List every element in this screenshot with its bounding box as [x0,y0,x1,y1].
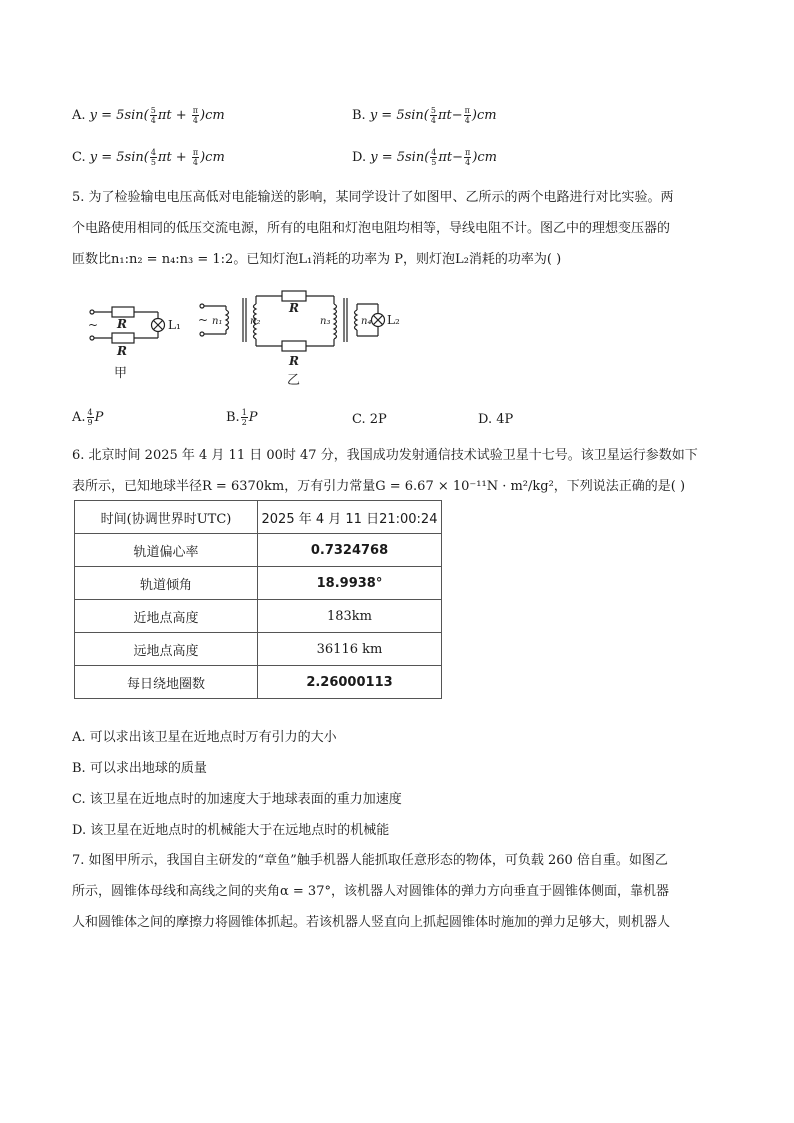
table-cell: 轨道倾角 [75,567,258,600]
yi-lamp-label: L₂ [387,313,400,327]
q5-option-c: C. 2P [352,412,387,427]
q6-option-c: C. 该卫星在近地点时的加速度大于地球表面的重力加速度 [72,792,402,807]
circuit-jia [90,307,165,343]
q5-option-d: D. 4P [478,412,514,427]
yi-r-bot: R [289,354,299,368]
q4-option-b: B. y = 5sin( $\frac{5}{4}$ πt− $\frac{\pi}{4}$ )cm [352,106,497,125]
q5-stem [72,182,722,275]
table-row [75,567,442,600]
q6-option-b: B. 可以求出地球的质量 [72,761,207,776]
jia-caption: 甲 [114,366,128,381]
q5-option-a: A. $\frac{4}{9}$ P [72,408,104,427]
yi-n3: n₃ [320,316,331,327]
jia-r-bot: R [117,344,127,358]
table-row [75,666,442,699]
q5-option-b: B. $\frac{1}{2}$ P [226,408,258,427]
table-cell: 18.9938° [258,567,442,600]
table-cell: 2025 年 4 月 11 日21:00:24 [258,501,442,534]
q4-option-d: D. y = 5sin( $\frac{4}{5}$ πt− $\frac{\pi}{4}$ )cm [352,148,497,167]
q4-option-a: A. y = 5sin( $\frac{5}{4}$ πt + $\frac{\pi}{4}$ )cm [72,106,225,125]
table-cell: 36116 km [258,633,442,666]
q7-line-2: 所示，圆锥体母线和高线之间的夹角α = 37°，该机器人对圆锥体的弹力方向垂直于圆锥体侧面，靠机器 [72,884,669,899]
yi-n2: n₂ [250,316,261,327]
q5-line-2: 个电路使用相同的低压交流电源，所有的电阻和灯泡电阻均相等，导线电阻不计。图乙中的理想变压器的 [72,221,671,236]
q6-line-2: 表所示，已知地球半径R = 6370km，万有引力常量G = 6.67 × 10⁻¹¹N · m²/kg²，下列说法正确的是( ) [72,479,686,494]
jia-lamp-label: L₁ [168,318,181,332]
table-row [75,501,442,534]
q5-line-1: 5. 为了检验输电电压高低对电能输送的影响，某同学设计了如图甲、乙所示的两个电路进行对比实验。两 [72,190,674,205]
table-cell: 183km [258,600,442,633]
jia-tilde: ~ [88,318,99,332]
q6-option-d: D. 该卫星在近地点时的机械能大于在远地点时的机械能 [72,823,390,838]
jia-r-top: R [117,317,127,331]
q5-circuit-figure [80,288,410,388]
table-row [75,600,442,633]
table-cell: 2.26000113 [258,666,442,699]
yi-tilde: ~ [198,313,209,327]
table-cell: 0.7324768 [258,534,442,567]
table-cell: 轨道偏心率 [75,534,258,567]
yi-r-top: R [289,301,299,315]
table-cell: 每日绕地圈数 [75,666,258,699]
table-cell: 远地点高度 [75,633,258,666]
q5-line-3: 匝数比n₁:n₂ = n₄:n₃ = 1:2。已知灯泡L₁消耗的功率为 P，则灯泡L₂消耗的功率为( ) [72,252,562,267]
q6-stem [72,440,722,502]
yi-caption: 乙 [287,373,301,388]
table-row [75,534,442,567]
q7-line-1: 7. 如图甲所示，我国自主研发的“章鱼”触手机器人能抓取任意形态的物体，可负载 260 倍自重。如图乙 [72,853,668,868]
table-cell: 时间(协调世界时UTC) [75,501,258,534]
yi-n1: n₁ [212,316,223,327]
table-row [75,633,442,666]
q7-stem [72,845,722,938]
circuit-yi [200,291,385,351]
q4-option-c: C. y = 5sin( $\frac{4}{5}$ πt + $\frac{\pi}{4}$ )cm [72,148,225,167]
yi-n4: n₄ [361,316,372,327]
orbit-parameter-table [74,500,442,699]
q6-option-a: A. 可以求出该卫星在近地点时万有引力的大小 [72,730,337,745]
q6-line-1: 6. 北京时间 2025 年 4 月 11 日 00时 47 分，我国成功发射通信技术试验卫星十七号。该卫星运行参数如下 [72,448,698,463]
table-cell: 近地点高度 [75,600,258,633]
q7-line-3: 人和圆锥体之间的摩擦力将圆锥体抓起。若该机器人竖直向上抓起圆锥体时施加的弹力足够大，则机器人 [72,915,671,930]
